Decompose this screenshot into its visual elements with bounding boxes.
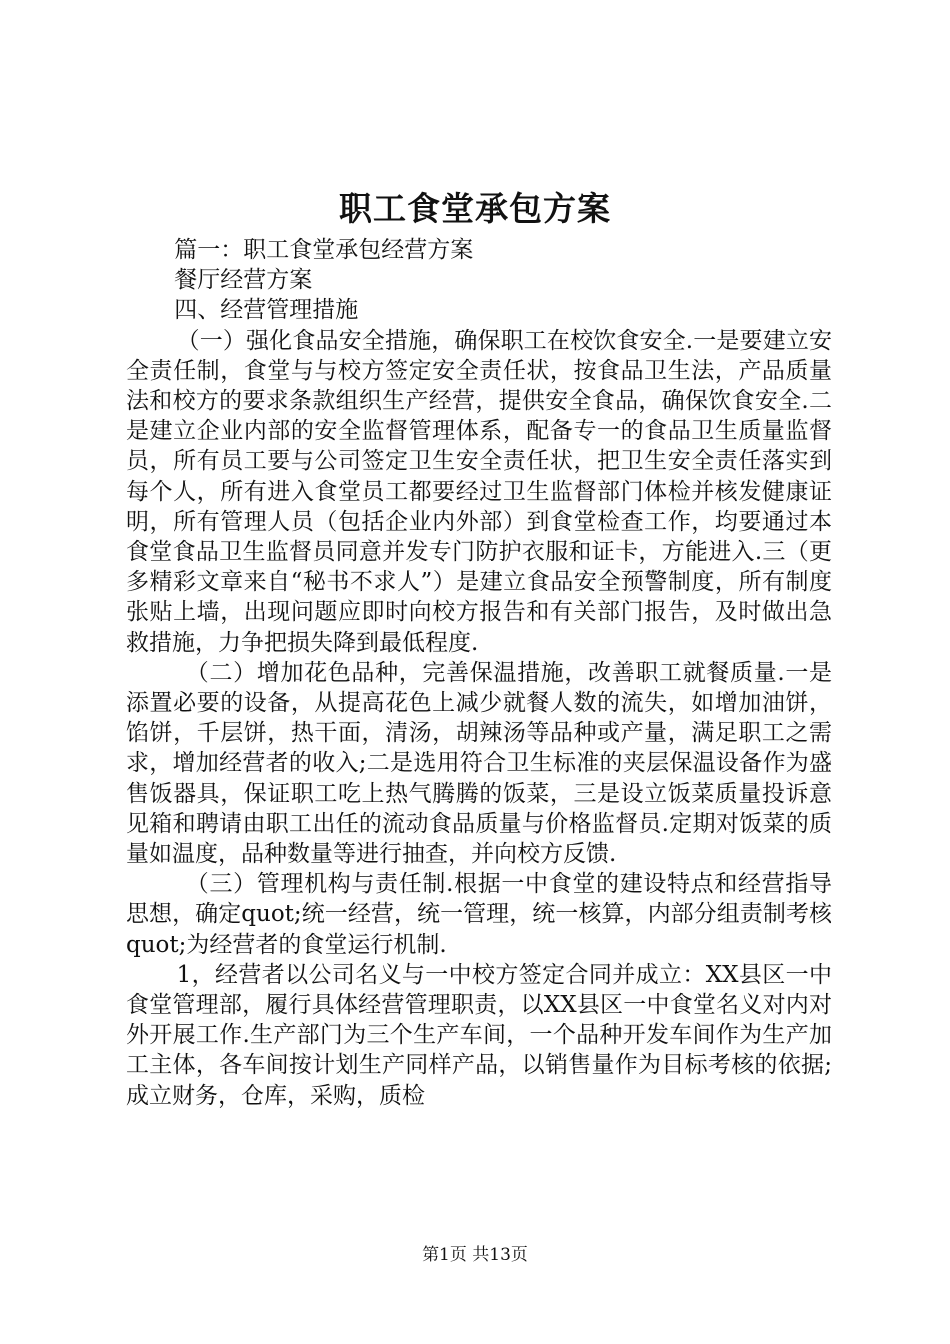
section-line-1: 篇一：职工食堂承包经营方案 xyxy=(174,237,474,263)
document-body xyxy=(126,235,832,1111)
page-footer: 第1页 共13页 xyxy=(422,1245,528,1265)
document-title: 职工食堂承包方案 xyxy=(339,189,611,228)
section-line-2: 餐厅经营方案 xyxy=(174,267,313,294)
paragraph-2: （二）增加花色品种，完善保温措施，改善职工就餐质量.一是添置必要的设备，从提高花色上减少就餐人数的流失，如增加油饼，馅饼，千层饼，热干面，清汤，胡辣汤等品种或产量，满足职工之需求，增加经营者的收入;二是选用符合卫生标准的夹层保温设备作为盛售饭器具，保证职工吃上热气腾腾的饭菜，三是设立饭菜质量投诉意见箱和聘请由职工出任的流动食品质量与价格监督员.定期对饭菜的质量如温度，品种数量等进行抽查，并向校方反馈. xyxy=(126,659,832,868)
paragraph-1: （一）强化食品安全措施，确保职工在校饮食安全.一是要建立安全责任制，食堂与与校方签定安全责任状，按食品卫生法，产品质量法和校方的要求条款组织生产经营，提供安全食品，确保饮食安全.二是建立企业内部的安全监督管理体系，配备专一的食品卫生质量监督员，所有员工要与公司签定卫生安全责任状，把卫生安全责任落实到每个人，所有进入食堂员工都要经过卫生监督部门体检并核发健康证明，所有管理人员（包括企业内外部）到食堂检查工作，均要通过本食堂食品卫生监督员同意并发专门防护衣服和证卡，方能进入.三（更多精彩文章来自“秘书不求人”）是建立食品安全预警制度，所有制度张贴上墙，出现问题应即时向校方报告和有关部门报告，及时做出急救措施，力争把损失降到最低程度. xyxy=(126,327,832,656)
paragraph-4: 1，经营者以公司名义与一中校方签定合同并成立：XX县区一中食堂管理部，履行具体经营管理职责，以XX县区一中食堂名义对内对外开展工作.生产部门为三个生产车间，一个品种开发车间作为生产加工主体，各车间按计划生产同样产品，以销售量作为目标考核的依据;成立财务，仓库，采购，质检 xyxy=(126,961,832,1109)
section-line-3: 四、经营管理措施 xyxy=(174,297,359,324)
paragraph-3: （三）管理机构与责任制.根据一中食堂的建设特点和经营指导思想，确定quot;统一经营，统一管理，统一核算，内部分组责制考核quot;为经营者的食堂运行机制. xyxy=(126,871,832,958)
